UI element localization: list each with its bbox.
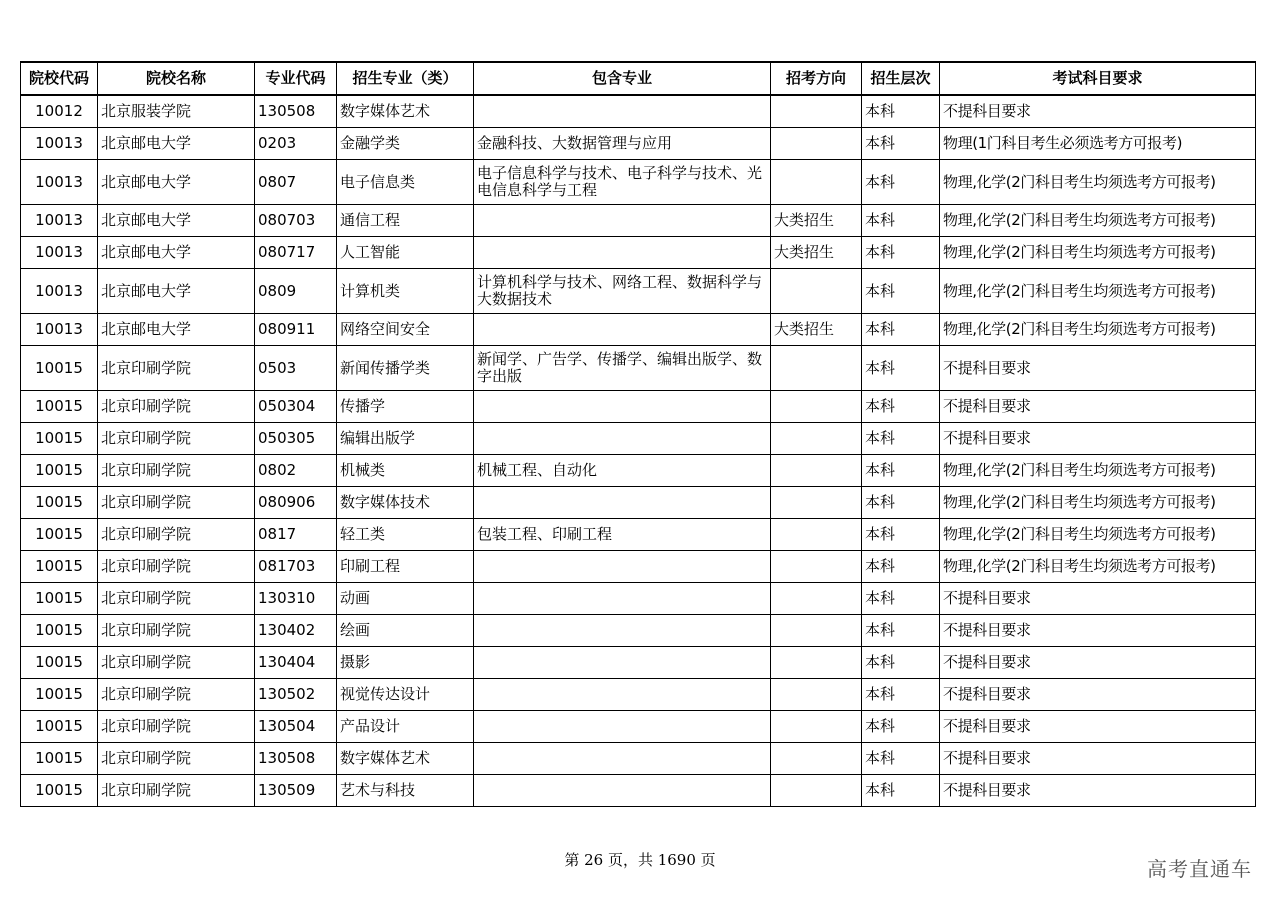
cell-level: 本科 <box>862 775 940 807</box>
cell-school-code: 10015 <box>21 647 98 679</box>
cell-direction <box>771 423 862 455</box>
table-row <box>21 455 1256 487</box>
table-row <box>21 346 1256 391</box>
cell-included-majors <box>474 551 771 583</box>
cell-included-majors: 包装工程、印刷工程 <box>474 519 771 551</box>
cell-level: 本科 <box>862 743 940 775</box>
table-row <box>21 95 1256 128</box>
cell-major: 数字媒体艺术 <box>337 743 474 775</box>
cell-level: 本科 <box>862 487 940 519</box>
cell-major-code: 080703 <box>255 205 337 237</box>
header-subject-requirement: 考试科目要求 <box>940 62 1256 95</box>
cell-major-code: 0203 <box>255 128 337 160</box>
cell-included-majors <box>474 95 771 128</box>
cell-included-majors <box>474 679 771 711</box>
cell-school-code: 10013 <box>21 128 98 160</box>
cell-major-code: 0809 <box>255 269 337 314</box>
cell-direction: 大类招生 <box>771 205 862 237</box>
cell-level: 本科 <box>862 551 940 583</box>
cell-major-code: 0802 <box>255 455 337 487</box>
cell-school-code: 10015 <box>21 423 98 455</box>
cell-included-majors: 机械工程、自动化 <box>474 455 771 487</box>
cell-level: 本科 <box>862 205 940 237</box>
cell-subject-requirement: 不提科目要求 <box>940 95 1256 128</box>
cell-major-code: 130509 <box>255 775 337 807</box>
cell-direction <box>771 743 862 775</box>
table-row <box>21 205 1256 237</box>
cell-direction <box>771 95 862 128</box>
cell-school-name: 北京印刷学院 <box>98 711 255 743</box>
cell-major: 轻工类 <box>337 519 474 551</box>
cell-direction <box>771 391 862 423</box>
table-row <box>21 487 1256 519</box>
cell-included-majors: 电子信息科学与技术、电子科学与技术、光电信息科学与工程 <box>474 160 771 205</box>
cell-direction <box>771 679 862 711</box>
table-row <box>21 551 1256 583</box>
cell-included-majors <box>474 647 771 679</box>
cell-subject-requirement: 不提科目要求 <box>940 615 1256 647</box>
header-school-name: 院校名称 <box>98 62 255 95</box>
cell-major: 电子信息类 <box>337 160 474 205</box>
cell-direction: 大类招生 <box>771 237 862 269</box>
cell-included-majors <box>474 487 771 519</box>
header-direction: 招考方向 <box>771 62 862 95</box>
cell-school-name: 北京服装学院 <box>98 95 255 128</box>
cell-major: 动画 <box>337 583 474 615</box>
table-row <box>21 743 1256 775</box>
cell-level: 本科 <box>862 160 940 205</box>
cell-school-name: 北京印刷学院 <box>98 743 255 775</box>
cell-direction <box>771 455 862 487</box>
cell-school-code: 10015 <box>21 583 98 615</box>
cell-school-name: 北京印刷学院 <box>98 346 255 391</box>
cell-included-majors: 金融科技、大数据管理与应用 <box>474 128 771 160</box>
cell-major-code: 130508 <box>255 95 337 128</box>
cell-major: 视觉传达设计 <box>337 679 474 711</box>
cell-major-code: 080911 <box>255 314 337 346</box>
cell-school-code: 10015 <box>21 775 98 807</box>
cell-included-majors <box>474 423 771 455</box>
cell-major: 摄影 <box>337 647 474 679</box>
table-body <box>21 95 1256 807</box>
cell-level: 本科 <box>862 346 940 391</box>
header-major: 招生专业（类） <box>337 62 474 95</box>
cell-subject-requirement: 物理,化学(2门科目考生均须选考方可报考) <box>940 314 1256 346</box>
cell-school-name: 北京邮电大学 <box>98 128 255 160</box>
cell-subject-requirement: 不提科目要求 <box>940 743 1256 775</box>
cell-level: 本科 <box>862 237 940 269</box>
cell-included-majors <box>474 237 771 269</box>
cell-school-name: 北京邮电大学 <box>98 237 255 269</box>
cell-major-code: 130402 <box>255 615 337 647</box>
cell-level: 本科 <box>862 519 940 551</box>
cell-school-code: 10015 <box>21 679 98 711</box>
cell-included-majors <box>474 743 771 775</box>
cell-school-name: 北京印刷学院 <box>98 455 255 487</box>
table-row <box>21 711 1256 743</box>
cell-subject-requirement: 不提科目要求 <box>940 711 1256 743</box>
cell-major: 编辑出版学 <box>337 423 474 455</box>
cell-school-name: 北京印刷学院 <box>98 775 255 807</box>
header-level: 招生层次 <box>862 62 940 95</box>
table-row <box>21 615 1256 647</box>
cell-included-majors <box>474 775 771 807</box>
cell-included-majors <box>474 583 771 615</box>
cell-direction <box>771 647 862 679</box>
cell-included-majors <box>474 314 771 346</box>
cell-direction <box>771 551 862 583</box>
cell-school-name: 北京印刷学院 <box>98 487 255 519</box>
cell-school-name: 北京印刷学院 <box>98 583 255 615</box>
table-row <box>21 679 1256 711</box>
cell-level: 本科 <box>862 269 940 314</box>
cell-school-code: 10015 <box>21 519 98 551</box>
cell-school-name: 北京印刷学院 <box>98 519 255 551</box>
cell-school-code: 10013 <box>21 160 98 205</box>
cell-school-code: 10015 <box>21 391 98 423</box>
cell-school-code: 10015 <box>21 743 98 775</box>
table-row <box>21 237 1256 269</box>
cell-direction <box>771 711 862 743</box>
cell-direction <box>771 160 862 205</box>
cell-subject-requirement: 物理,化学(2门科目考生均须选考方可报考) <box>940 455 1256 487</box>
cell-major: 印刷工程 <box>337 551 474 583</box>
cell-included-majors: 计算机科学与技术、网络工程、数据科学与大数据技术 <box>474 269 771 314</box>
cell-level: 本科 <box>862 679 940 711</box>
cell-school-code: 10015 <box>21 615 98 647</box>
cell-subject-requirement: 物理,化学(2门科目考生均须选考方可报考) <box>940 487 1256 519</box>
cell-included-majors <box>474 711 771 743</box>
cell-school-code: 10013 <box>21 205 98 237</box>
cell-direction <box>771 269 862 314</box>
table-row <box>21 519 1256 551</box>
cell-level: 本科 <box>862 583 940 615</box>
cell-school-code: 10013 <box>21 237 98 269</box>
cell-major: 新闻传播学类 <box>337 346 474 391</box>
table-row <box>21 160 1256 205</box>
cell-major: 传播学 <box>337 391 474 423</box>
cell-level: 本科 <box>862 423 940 455</box>
cell-subject-requirement: 不提科目要求 <box>940 583 1256 615</box>
watermark: 高考直通车 <box>1147 857 1252 881</box>
cell-school-name: 北京印刷学院 <box>98 551 255 583</box>
table-row <box>21 423 1256 455</box>
cell-included-majors <box>474 615 771 647</box>
cell-school-code: 10012 <box>21 95 98 128</box>
cell-major: 人工智能 <box>337 237 474 269</box>
cell-school-name: 北京邮电大学 <box>98 314 255 346</box>
cell-major-code: 130502 <box>255 679 337 711</box>
cell-level: 本科 <box>862 95 940 128</box>
cell-major-code: 130310 <box>255 583 337 615</box>
cell-school-name: 北京印刷学院 <box>98 615 255 647</box>
header-school-code: 院校代码 <box>21 62 98 95</box>
cell-subject-requirement: 不提科目要求 <box>940 423 1256 455</box>
cell-school-name: 北京邮电大学 <box>98 160 255 205</box>
cell-level: 本科 <box>862 391 940 423</box>
cell-level: 本科 <box>862 314 940 346</box>
page-number: 第 26 页，共 1690 页 <box>564 851 716 869</box>
cell-major: 计算机类 <box>337 269 474 314</box>
cell-major-code: 080906 <box>255 487 337 519</box>
table-row <box>21 314 1256 346</box>
cell-subject-requirement: 不提科目要求 <box>940 647 1256 679</box>
cell-direction <box>771 775 862 807</box>
cell-major-code: 050304 <box>255 391 337 423</box>
cell-major-code: 0817 <box>255 519 337 551</box>
cell-direction <box>771 583 862 615</box>
cell-school-code: 10013 <box>21 314 98 346</box>
cell-school-code: 10013 <box>21 269 98 314</box>
cell-major: 网络空间安全 <box>337 314 474 346</box>
cell-major-code: 130504 <box>255 711 337 743</box>
table-row <box>21 775 1256 807</box>
cell-subject-requirement: 物理,化学(2门科目考生均须选考方可报考) <box>940 269 1256 314</box>
table-row <box>21 647 1256 679</box>
admission-table <box>20 61 1256 807</box>
cell-direction <box>771 346 862 391</box>
cell-school-name: 北京印刷学院 <box>98 679 255 711</box>
cell-level: 本科 <box>862 711 940 743</box>
header-major-code: 专业代码 <box>255 62 337 95</box>
cell-school-code: 10015 <box>21 487 98 519</box>
cell-major-code: 0503 <box>255 346 337 391</box>
cell-level: 本科 <box>862 647 940 679</box>
cell-school-name: 北京邮电大学 <box>98 205 255 237</box>
cell-direction <box>771 128 862 160</box>
cell-subject-requirement: 物理,化学(2门科目考生均须选考方可报考) <box>940 160 1256 205</box>
cell-major: 产品设计 <box>337 711 474 743</box>
header-included-majors: 包含专业 <box>474 62 771 95</box>
table-row <box>21 128 1256 160</box>
cell-school-name: 北京印刷学院 <box>98 647 255 679</box>
cell-subject-requirement: 物理(1门科目考生必须选考方可报考) <box>940 128 1256 160</box>
cell-school-name: 北京邮电大学 <box>98 269 255 314</box>
cell-major: 机械类 <box>337 455 474 487</box>
cell-included-majors: 新闻学、广告学、传播学、编辑出版学、数字出版 <box>474 346 771 391</box>
cell-major-code: 130508 <box>255 743 337 775</box>
cell-major: 绘画 <box>337 615 474 647</box>
cell-subject-requirement: 物理,化学(2门科目考生均须选考方可报考) <box>940 205 1256 237</box>
cell-major-code: 050305 <box>255 423 337 455</box>
cell-school-code: 10015 <box>21 455 98 487</box>
cell-major: 通信工程 <box>337 205 474 237</box>
cell-major-code: 130404 <box>255 647 337 679</box>
cell-direction <box>771 487 862 519</box>
cell-major: 金融学类 <box>337 128 474 160</box>
table-row <box>21 583 1256 615</box>
cell-major: 数字媒体艺术 <box>337 95 474 128</box>
cell-subject-requirement: 物理,化学(2门科目考生均须选考方可报考) <box>940 237 1256 269</box>
cell-major-code: 0807 <box>255 160 337 205</box>
table-header-row <box>21 62 1256 95</box>
cell-major: 艺术与科技 <box>337 775 474 807</box>
table-row <box>21 269 1256 314</box>
cell-subject-requirement: 不提科目要求 <box>940 775 1256 807</box>
cell-level: 本科 <box>862 128 940 160</box>
cell-subject-requirement: 不提科目要求 <box>940 391 1256 423</box>
cell-direction <box>771 519 862 551</box>
cell-school-name: 北京印刷学院 <box>98 391 255 423</box>
cell-major-code: 081703 <box>255 551 337 583</box>
cell-level: 本科 <box>862 615 940 647</box>
cell-subject-requirement: 物理,化学(2门科目考生均须选考方可报考) <box>940 519 1256 551</box>
table-row <box>21 391 1256 423</box>
cell-direction <box>771 615 862 647</box>
cell-level: 本科 <box>862 455 940 487</box>
cell-school-name: 北京印刷学院 <box>98 423 255 455</box>
cell-subject-requirement: 不提科目要求 <box>940 346 1256 391</box>
cell-school-code: 10015 <box>21 346 98 391</box>
cell-subject-requirement: 不提科目要求 <box>940 679 1256 711</box>
cell-included-majors <box>474 391 771 423</box>
cell-included-majors <box>474 205 771 237</box>
cell-subject-requirement: 物理,化学(2门科目考生均须选考方可报考) <box>940 551 1256 583</box>
cell-school-code: 10015 <box>21 711 98 743</box>
cell-school-code: 10015 <box>21 551 98 583</box>
cell-major-code: 080717 <box>255 237 337 269</box>
cell-direction: 大类招生 <box>771 314 862 346</box>
cell-major: 数字媒体技术 <box>337 487 474 519</box>
